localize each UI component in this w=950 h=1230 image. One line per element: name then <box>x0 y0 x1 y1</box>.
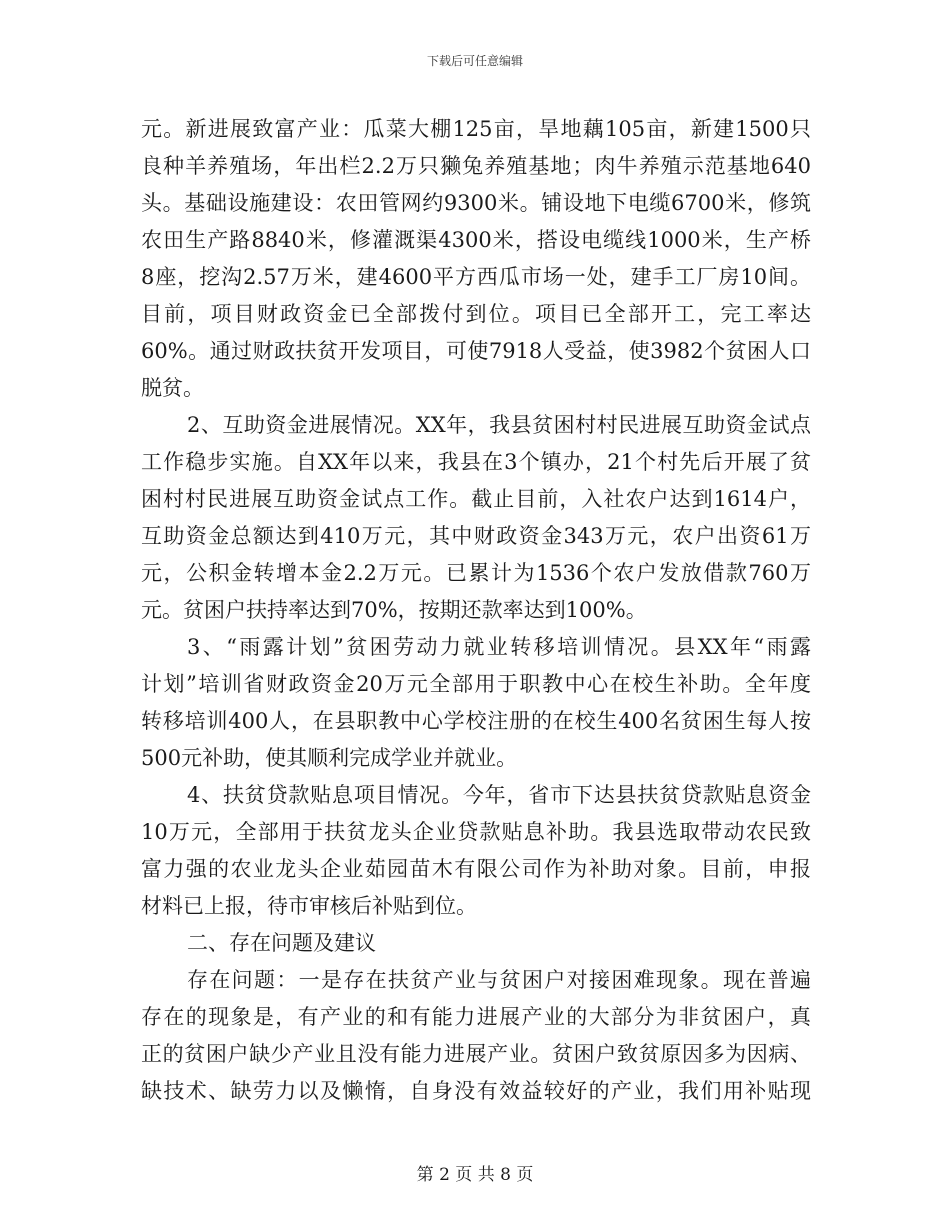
paragraph-line: 头。基础设施建设：农田管网约9300米。铺设地下电缆6700米，修筑 <box>141 191 811 215</box>
paragraph-line: 存在的现象是，有产业的和有能力进展产业的大部分为非贫困户，真 <box>141 1005 811 1029</box>
paragraph-line: 工作稳步实施。自XX年以来，我县在3个镇办，21个村先后开展了贫 <box>141 450 811 474</box>
paragraph-line: 转移培训400人，在县职教中心学校注册的在校生400名贫困生每人按 <box>141 709 811 733</box>
paragraph-line: 脱贫。 <box>141 376 204 400</box>
paragraph-line: 60%。通过财政扶贫开发项目，可使7918人受益，使3982个贫困人口 <box>141 339 811 363</box>
paragraph-line: 存在问题：一是存在扶贫产业与贫困户对接困难现象。现在普遍 <box>187 968 811 992</box>
paragraph-line: 互助资金总额达到410万元，其中财政资金343万元，农户出资61万 <box>141 524 811 548</box>
paragraph-line: 500元补助，使其顺利完成学业并就业。 <box>141 746 518 770</box>
paragraph-line: 农田生产路8840米，修灌溉渠4300米，搭设电缆线1000米，生产桥 <box>141 228 811 252</box>
page-number-footer: 第 2 页 共 8 页 <box>416 1165 534 1185</box>
paragraph-line: 4、扶贫贷款贴息项目情况。今年，省市下达县扶贫贷款贴息资金 <box>187 783 811 807</box>
document-body <box>141 111 811 1110</box>
paragraph-line: 元，公积金转增本金2.2万元。已累计为1536个农户发放借款760万 <box>141 561 811 585</box>
paragraph-line: 元。贫困户扶持率达到70%，按期还款率达到100%。 <box>141 598 647 622</box>
paragraph-line: 富力强的农业龙头企业茹园苗木有限公司作为补助对象。目前，申报 <box>141 857 811 881</box>
paragraph-line: 正的贫困户缺少产业且没有能力进展产业。贫困户致贫原因多为因病、 <box>141 1042 811 1066</box>
paragraph-line: 材料已上报，待市审核后补贴到位。 <box>141 894 477 918</box>
paragraph-line: 10万元，全部用于扶贫龙头企业贷款贴息补助。我县选取带动农民致 <box>141 820 811 844</box>
paragraph-line: 8座，挖沟2.57万米，建4600平方西瓜市场一处，建手工厂房10间。 <box>141 265 811 289</box>
paragraph-line: 缺技术、缺劳力以及懒惰，自身没有效益较好的产业，我们用补贴现 <box>141 1079 811 1103</box>
paragraph-line: 计划”培训省财政资金20万元全部用于职教中心在校生补助。全年度 <box>141 672 811 696</box>
paragraph-line: 元。新进展致富产业：瓜菜大棚125亩，旱地藕105亩，新建1500只 <box>141 117 811 141</box>
section-heading: 二、存在问题及建议 <box>187 931 376 955</box>
paragraph-line: 目前，项目财政资金已全部拨付到位。项目已全部开工，完工率达 <box>141 302 811 326</box>
paragraph-line: 2、互助资金进展情况。XX年，我县贫困村村民进展互助资金试点 <box>187 413 811 437</box>
paragraph-line: 3、“雨露计划”贫困劳动力就业转移培训情况。县XX年“雨露 <box>187 635 811 659</box>
paragraph-line: 良种羊养殖场，年出栏2.2万只獭兔养殖基地；肉牛养殖示范基地640 <box>141 154 811 178</box>
page-header-note: 下载后可任意编辑 <box>426 54 523 68</box>
paragraph-line: 困村村民进展互助资金试点工作。截止目前，入社农户达到1614户， <box>141 487 811 511</box>
